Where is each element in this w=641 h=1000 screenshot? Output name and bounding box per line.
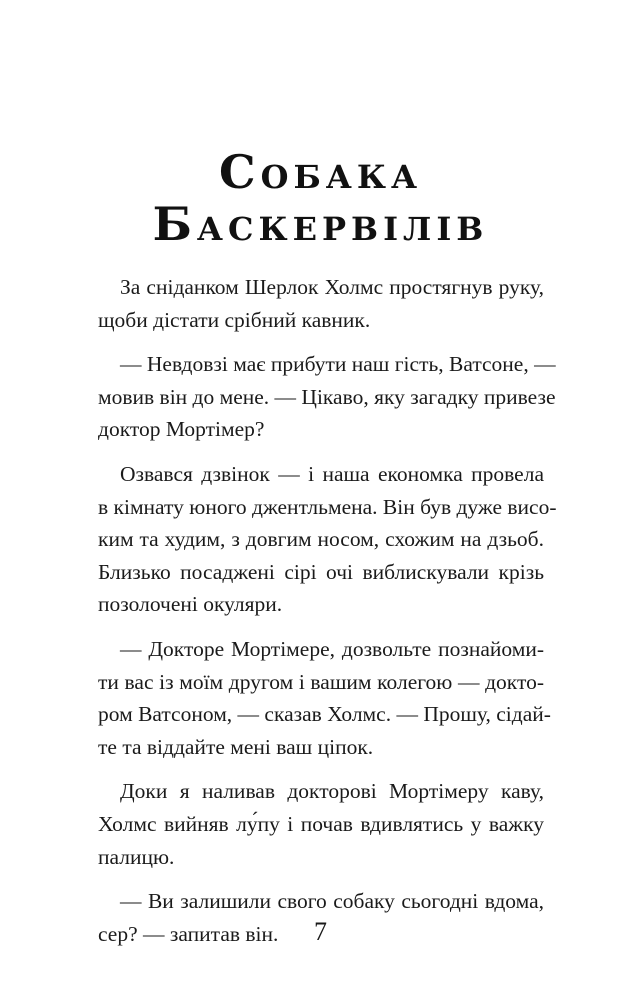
text-line: За сніданком Шерлок Холмс простягнув руку,: [120, 275, 544, 299]
paragraph: [98, 271, 544, 336]
text-line: ким та худим, з довгим носом, схожим на дзьоб.: [98, 527, 544, 552]
text-line: в кімнату юного джентльмена. Він був дуже висо-: [98, 494, 557, 519]
text-line: — Докторе Мортімере, дозвольте познайоми-: [120, 636, 544, 661]
chapter-title-line-2: Баскервілів: [152, 197, 489, 251]
text-line: доктор Мортімер?: [98, 417, 265, 442]
text-line: ром Ватсоном, — сказав Холмс. — Прошу, сідай-: [98, 702, 551, 727]
text-line: Холмс вийняв лу́пу і почав вдивлятись у важку: [98, 811, 544, 836]
text-line: мовив він до мене. — Цікаво, яку загадку привезе: [98, 384, 556, 409]
text-line: позолочені окуляри.: [98, 592, 283, 617]
paragraph: [98, 775, 544, 873]
paragraph: [98, 458, 557, 621]
text-line: палицю.: [98, 844, 175, 869]
text-line: — Невдовзі має прибути наш гість, Ватсоне, —: [120, 352, 556, 377]
paragraph: [98, 348, 556, 446]
text-line: сер? — запитав він.: [98, 921, 279, 946]
body-text: [98, 271, 557, 950]
paragraph: [98, 633, 551, 763]
text-line: Доки я наливав докторові Мортімеру каву,: [120, 779, 544, 804]
text-line: ти вас із моїм другом і вашим колегою — докто-: [98, 669, 544, 694]
text-line: те та віддайте мені ваш ціпок.: [98, 734, 374, 759]
text-line: щоби дістати срібний кавник.: [98, 307, 371, 332]
chapter-title-line-1: Собака: [218, 145, 423, 199]
text-line: Близько посаджені сірі очі виблискували крізь: [98, 559, 544, 584]
page-number: 7: [314, 917, 327, 946]
text-line: — Ви залишили свого собаку сьогодні вдома,: [120, 889, 544, 914]
text-line: Озвався дзвінок — і наша економка провела: [120, 461, 544, 486]
